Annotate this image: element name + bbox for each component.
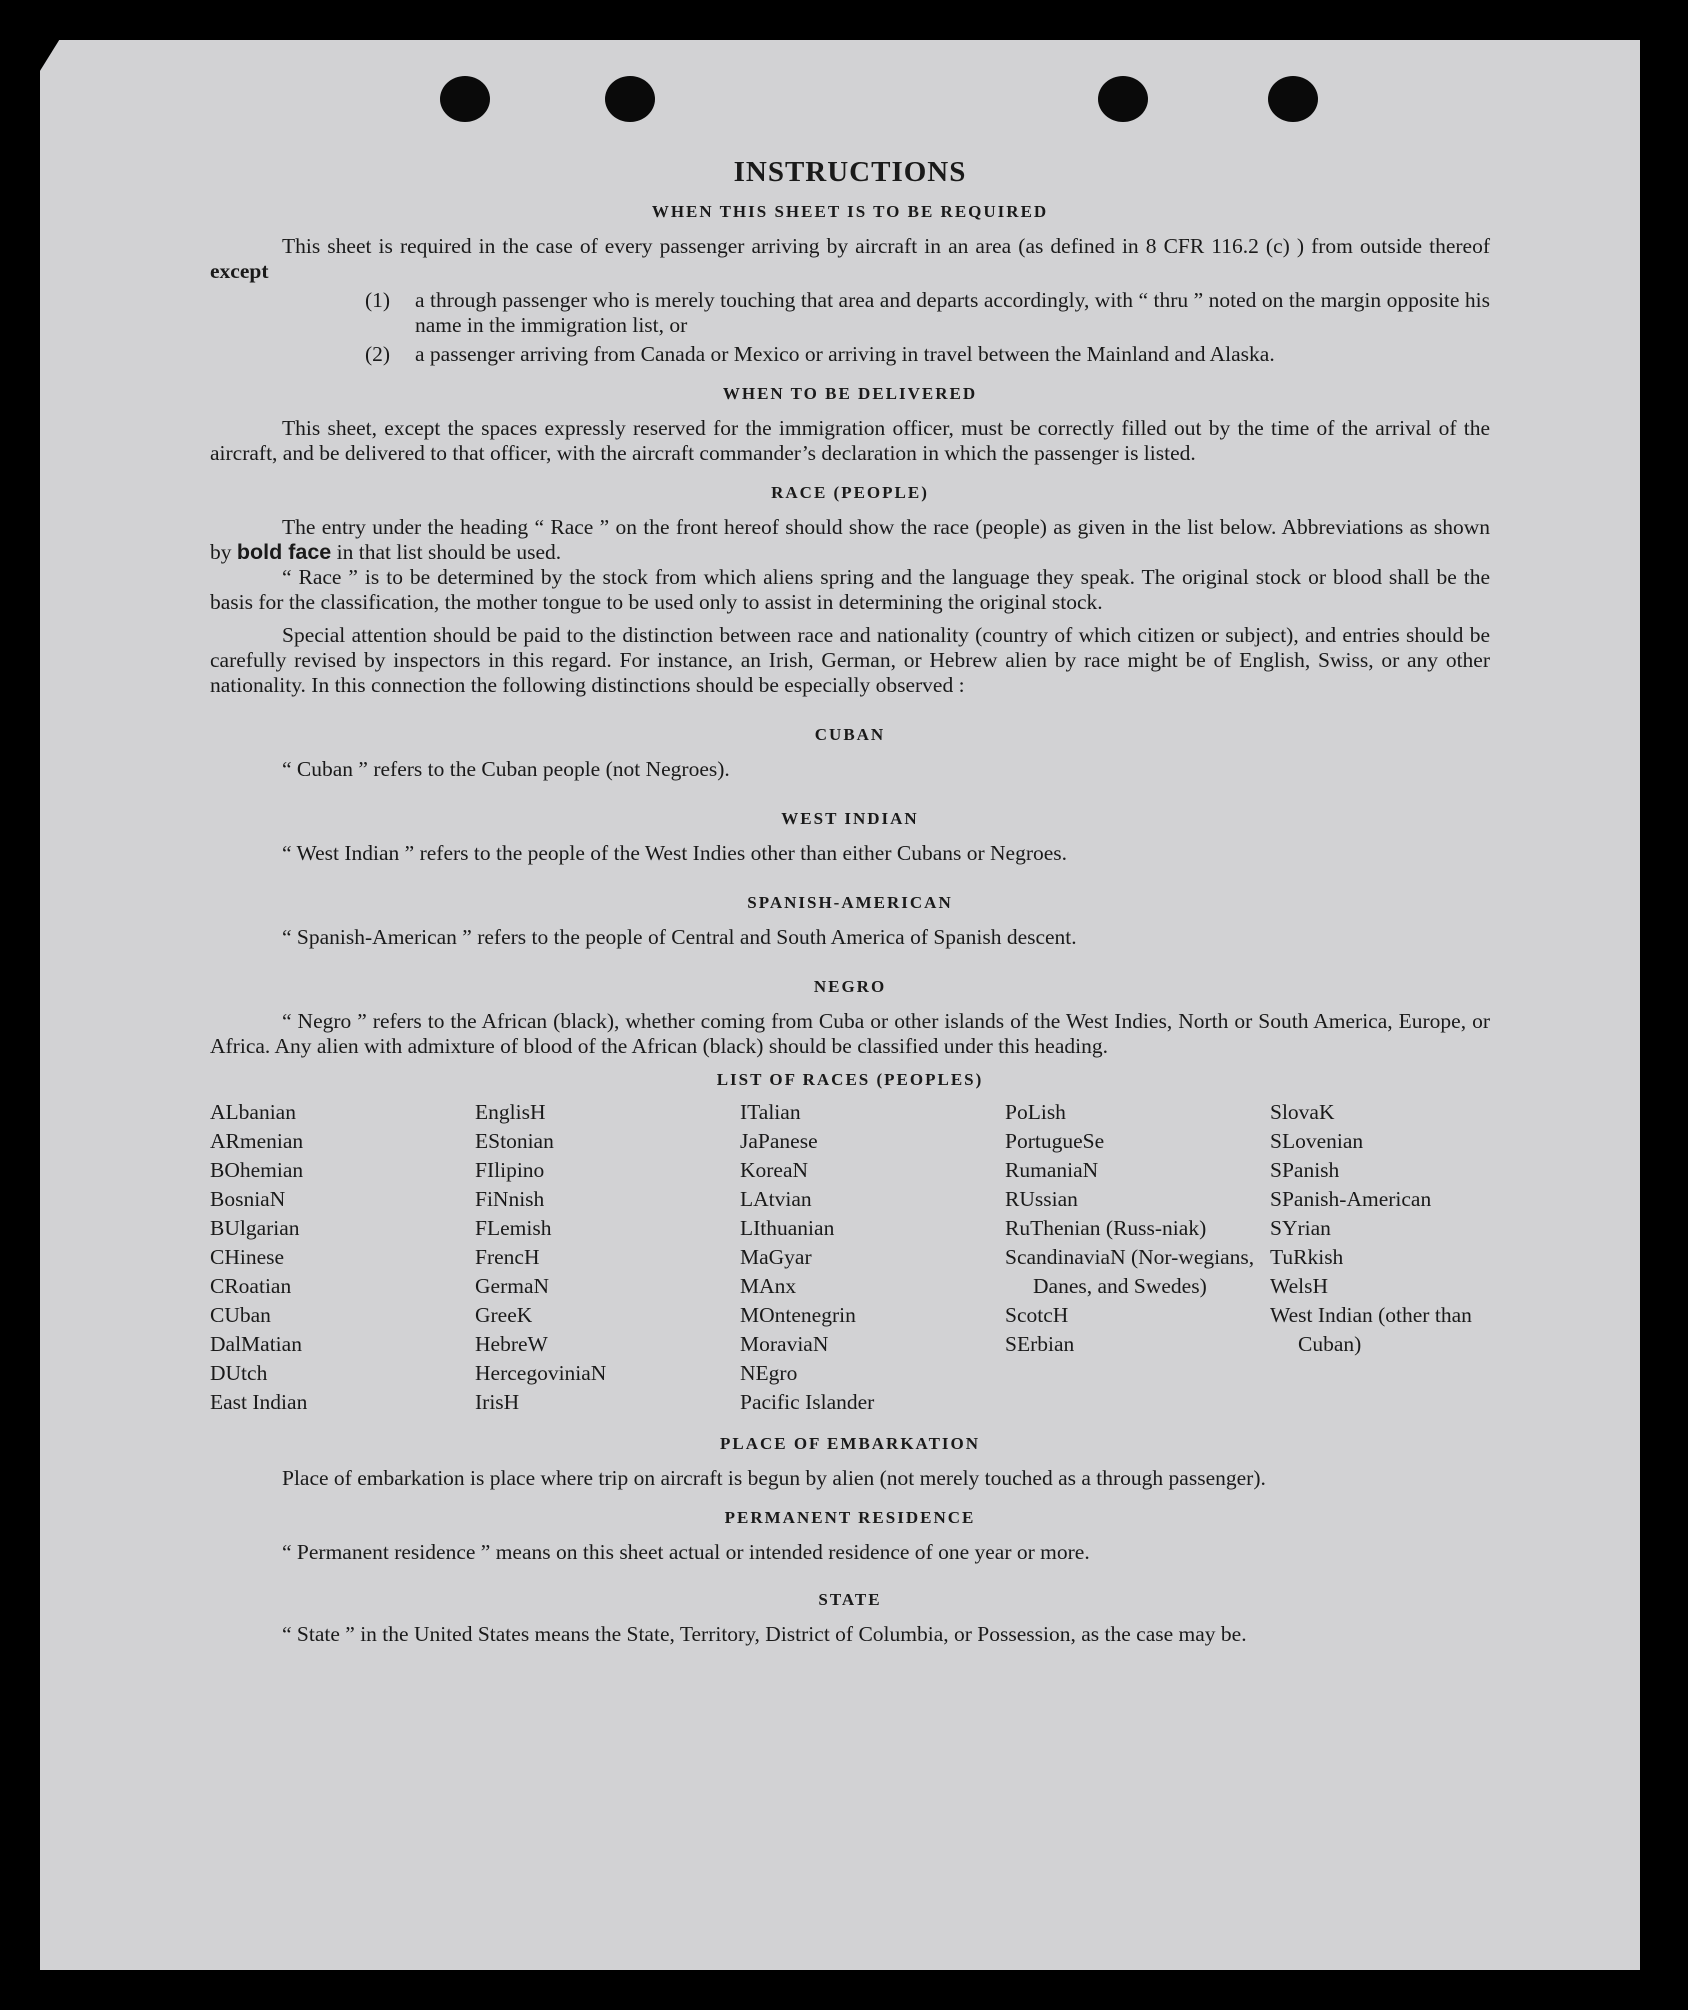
item-text: a passenger arriving from Canada or Mexico or arriving in travel between the Mainland and Alaska. bbox=[415, 342, 1275, 366]
races-list bbox=[210, 1098, 1490, 1417]
races-column bbox=[740, 1098, 1005, 1417]
delivered-paragraph: This sheet, except the spaces expressly reserved for the immigration officer, must be correctly filled out by the time of the arrival of the aircraft, and be delivered to that officer, with the aircraft commander’s declaration in which the passenger is listed. bbox=[210, 416, 1490, 465]
embarkation-text: Place of embarkation is place where trip on aircraft is begun by alien (not merely touched as a through passenger). bbox=[282, 1466, 1266, 1490]
race-entry: SPanish bbox=[1270, 1158, 1340, 1182]
race-entry: SlovaK bbox=[1270, 1100, 1335, 1124]
section-heading-delivered: WHEN TO BE DELIVERED bbox=[722, 384, 978, 403]
races-column bbox=[1005, 1098, 1270, 1417]
cuban-text: “ Cuban ” refers to the Cuban people (not Negroes). bbox=[282, 757, 730, 781]
section-heading-race: RACE (PEOPLE) bbox=[771, 483, 929, 502]
race-entry: ScotcH bbox=[1005, 1303, 1069, 1327]
races-column bbox=[1270, 1098, 1490, 1417]
race-p1-text-end: in that list should be used. bbox=[336, 540, 562, 564]
race-entry: CHinese bbox=[210, 1245, 285, 1269]
race-paragraph-1 bbox=[210, 515, 1490, 565]
race-entry: Pacific Islander bbox=[740, 1390, 875, 1414]
list-item bbox=[210, 288, 1490, 338]
item-number: (2) bbox=[365, 342, 391, 366]
race-entry: MoraviaN bbox=[740, 1332, 829, 1356]
section-heading-state: STATE bbox=[818, 1590, 882, 1609]
race-entry: MOntenegrin bbox=[740, 1303, 856, 1327]
section-heading-residence: PERMANENT RESIDENCE bbox=[724, 1508, 976, 1527]
race-entry: SErbian bbox=[1005, 1332, 1075, 1356]
race-entry: ScandinaviaN (Nor-wegians, Danes, and Swedes) bbox=[1005, 1245, 1255, 1298]
item-text: a through passenger who is merely touching that area and departs accordingly, with “ thru ” noted on the margin opposite his name in the immigration list, or bbox=[415, 288, 1490, 337]
section-heading-embarkation: PLACE OF EMBARKATION bbox=[719, 1434, 981, 1453]
race-entry: HercegoviniaN bbox=[475, 1361, 607, 1385]
section-heading-required: WHEN THIS SHEET IS TO BE REQUIRED bbox=[651, 202, 1049, 221]
race-entry: GermaN bbox=[475, 1274, 550, 1298]
race-entry: SPanish-American bbox=[1270, 1187, 1432, 1211]
negro-text: “ Negro ” refers to the African (black), whether coming from Cuba or other islands of the West Indies, North or South America, Europe, or Africa. Any alien with admixture of blood of the African (black) should be classified under this heading. bbox=[210, 1009, 1490, 1058]
race-entry: ALbanian bbox=[210, 1100, 296, 1124]
race-entry: PortugueSe bbox=[1005, 1129, 1105, 1153]
race-entry: KoreaN bbox=[740, 1158, 809, 1182]
races-column bbox=[210, 1098, 475, 1417]
race-paragraph-3: Special attention should be paid to the distinction between race and nationality (country of which citizen or subject), and entries should be carefully revised by inspectors in this regard. For instance, an Irish, German, or Hebrew alien by race might be of English, Swiss, or any other nationality. In this connection the following distinctions should be especially observed : bbox=[210, 623, 1490, 697]
required-intro-bold: except bbox=[210, 259, 269, 283]
punch-hole bbox=[1098, 76, 1148, 122]
spanish-american-text: “ Spanish-American ” refers to the people of Central and South America of Spanish descent. bbox=[282, 925, 1077, 949]
race-paragraph-2: “ Race ” is to be determined by the stock from which aliens spring and the language they speak. The original stock or blood shall be the basis for the classification, the mother tongue to be used only to assist in determining the original stock. bbox=[210, 565, 1490, 614]
race-entry: East Indian bbox=[210, 1390, 308, 1414]
item-number: (1) bbox=[365, 288, 391, 312]
race-entry: IrisH bbox=[475, 1390, 520, 1414]
race-entry: BUlgarian bbox=[210, 1216, 300, 1240]
race-entry: CRoatian bbox=[210, 1274, 292, 1298]
race-entry: MAnx bbox=[740, 1274, 797, 1298]
race-entry: CUban bbox=[210, 1303, 271, 1327]
residence-text: “ Permanent residence ” means on this sheet actual or intended residence of one year or more. bbox=[282, 1540, 1090, 1564]
race-entry: PoLish bbox=[1005, 1100, 1066, 1124]
west-indian-text: “ West Indian ” refers to the people of the West Indies other than either Cubans or Negroes. bbox=[282, 841, 1068, 865]
race-entry: FrencH bbox=[475, 1245, 540, 1269]
race-entry: FiNnish bbox=[475, 1187, 545, 1211]
race-entry: BOhemian bbox=[210, 1158, 304, 1182]
race-entry: GreeK bbox=[475, 1303, 533, 1327]
race-entry: ARmenian bbox=[210, 1129, 304, 1153]
race-entry: RUssian bbox=[1005, 1187, 1078, 1211]
race-entry: FLemish bbox=[475, 1216, 552, 1240]
section-heading-cuban: CUBAN bbox=[814, 725, 886, 744]
race-entry: RumaniaN bbox=[1005, 1158, 1099, 1182]
race-entry: NEgro bbox=[740, 1361, 798, 1385]
instructions-content bbox=[210, 156, 1490, 1647]
race-entry: LAtvian bbox=[740, 1187, 812, 1211]
race-entry: FIlipino bbox=[475, 1158, 545, 1182]
race-entry: DUtch bbox=[210, 1361, 268, 1385]
list-item bbox=[210, 342, 1490, 367]
race-p1-text: The entry under the heading “ Race ” on the front hereof should show the race (people) as given in the list below. Abbreviations as shown by bbox=[210, 515, 1490, 564]
section-heading-races-list: LIST OF RACES (PEOPLES) bbox=[716, 1070, 984, 1089]
punch-hole bbox=[1268, 76, 1318, 122]
required-intro bbox=[210, 234, 1490, 284]
race-entry: JaPanese bbox=[740, 1129, 818, 1153]
race-entry: DalMatian bbox=[210, 1332, 302, 1356]
race-entry: RuThenian (Russ-niak) bbox=[1005, 1216, 1207, 1240]
page-title: INSTRUCTIONS bbox=[733, 156, 967, 188]
section-heading-west-indian: WEST INDIAN bbox=[781, 809, 919, 828]
race-entry: ITalian bbox=[740, 1100, 801, 1124]
race-p1-bold: bold face bbox=[236, 540, 332, 564]
race-entry: EStonian bbox=[475, 1129, 554, 1153]
section-heading-spanish-american: SPANISH-AMERICAN bbox=[747, 893, 953, 912]
punch-hole bbox=[605, 76, 655, 122]
state-text: “ State ” in the United States means the State, Territory, District of Columbia, or Possession, as the case may be. bbox=[282, 1622, 1247, 1646]
race-entry: SLovenian bbox=[1270, 1129, 1364, 1153]
race-entry: HebreW bbox=[475, 1332, 548, 1356]
races-column bbox=[475, 1098, 740, 1417]
race-entry: LIthuanian bbox=[740, 1216, 835, 1240]
punch-hole bbox=[440, 76, 490, 122]
race-entry: WelsH bbox=[1270, 1274, 1328, 1298]
race-entry: TuRkish bbox=[1270, 1245, 1344, 1269]
race-entry: EnglisH bbox=[475, 1100, 546, 1124]
section-heading-negro: NEGRO bbox=[813, 977, 887, 996]
required-intro-text: This sheet is required in the case of every passenger arriving by aircraft in an area (as defined in 8 CFR 116.2 (c) ) from outside thereof bbox=[282, 234, 1490, 258]
race-entry: West Indian (other than Cuban) bbox=[1270, 1303, 1472, 1356]
race-entry: BosniaN bbox=[210, 1187, 286, 1211]
race-entry: MaGyar bbox=[740, 1245, 812, 1269]
race-entry: SYrian bbox=[1270, 1216, 1331, 1240]
